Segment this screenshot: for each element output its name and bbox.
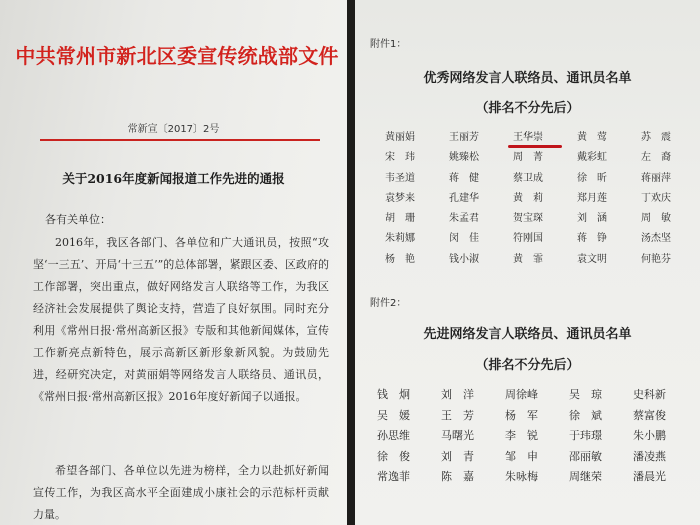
name-cell: 袁文明 bbox=[577, 253, 607, 265]
name-cell: 于玮璟 bbox=[569, 429, 602, 443]
list-1-title: 优秀网络发言人联络员、通讯员名单 bbox=[423, 71, 632, 86]
name-cell: 朱咏梅 bbox=[505, 470, 538, 484]
list-2-names-grid bbox=[369, 386, 689, 489]
name-cell: 潘凌燕 bbox=[633, 449, 666, 463]
name-cell: 韦圣道 bbox=[385, 172, 415, 184]
name-cell: 蒋丽萍 bbox=[641, 172, 671, 184]
name-cell: 常逸菲 bbox=[377, 470, 410, 484]
name-cell: 邵丽敏 bbox=[569, 449, 602, 463]
name-cell: 苏 震 bbox=[641, 132, 671, 143]
name-cell: 黄丽娟 bbox=[385, 132, 415, 143]
name-cell: 杨 军 bbox=[505, 408, 538, 422]
document-header: 中共常州市新北区委宣传统战部文件 bbox=[15, 44, 339, 68]
name-cell: 朱莉娜 bbox=[385, 233, 415, 245]
name-cell: 周 敏 bbox=[641, 213, 671, 225]
name-cell: 周徐峰 bbox=[505, 388, 538, 401]
highlight-underline-mark bbox=[508, 145, 562, 148]
body-paragraph-1: 2016年，我区各部门、各单位和广大通讯员，按照“攻坚‘一三五’、开局‘十三五’”的总体部署，紧跟区委、区政府的工作部署，突出重点，做好网络发言人联络等工作，为我区经济社会发展提供了舆论支持，营造了良好氛围。同时充分利用《常州日报·常州高新区报》专版和其他新闻媒体，宣传工作新亮点新特色，展示高新区新形象新风貌。为鼓励先进，经研究决定，对黄丽娟等网络发言人联络员、通讯员，《常州日报·常州高新区报》2016年度好新闻子以通报。 bbox=[33, 236, 329, 403]
name-cell: 周继荣 bbox=[569, 470, 602, 484]
name-cell: 钱 炯 bbox=[377, 388, 410, 401]
list-1-subtitle: （排名不分先后） bbox=[475, 101, 580, 116]
name-cell: 刘 洋 bbox=[441, 388, 474, 401]
name-cell: 符刚国 bbox=[513, 233, 543, 245]
name-cell: 姚臻松 bbox=[449, 152, 479, 164]
name-cell: 马曙光 bbox=[441, 429, 474, 443]
right-attachment-page bbox=[355, 0, 700, 525]
body-paragraph-2: 希望各部门、各单位以先进为榜样，全力以赴抓好新闻宣传工作，为我区高水平全面建成小康社会的示范标杆贡献力量。 bbox=[33, 464, 329, 521]
name-cell: 黄 霏 bbox=[513, 253, 543, 265]
name-cell: 徐 昕 bbox=[577, 172, 607, 184]
name-cell: 黄 莺 bbox=[577, 132, 607, 143]
name-cell: 袁梦来 bbox=[385, 192, 415, 204]
name-cell: 王丽芳 bbox=[449, 132, 479, 143]
name-cell: 王 芳 bbox=[441, 408, 474, 422]
notice-title: 关于2016年度新闻报道工作先进的通报 bbox=[62, 171, 285, 186]
attachment-1-label: 附件1： bbox=[370, 39, 407, 50]
name-cell: 蔡富俊 bbox=[633, 408, 666, 422]
name-cell: 郑月莲 bbox=[577, 192, 607, 204]
name-cell: 徐 斌 bbox=[569, 408, 602, 422]
name-cell: 蒋 健 bbox=[449, 172, 479, 184]
name-cell: 吴 琼 bbox=[569, 388, 602, 401]
name-cell: 周 菁 bbox=[513, 152, 543, 164]
list-1-names-grid bbox=[377, 128, 697, 270]
name-cell: 宋 玮 bbox=[385, 152, 415, 164]
salutation: 各有关单位： bbox=[45, 213, 111, 226]
name-cell: 邹 申 bbox=[505, 449, 538, 463]
name-cell: 史科新 bbox=[633, 388, 666, 401]
name-cell: 孙思维 bbox=[377, 429, 410, 443]
name-cell: 左 裔 bbox=[641, 152, 671, 164]
name-cell: 朱孟君 bbox=[449, 213, 479, 225]
name-cell: 陈 嘉 bbox=[441, 470, 474, 484]
name-cell: 潘晨光 bbox=[633, 470, 666, 484]
name-cell: 闵 佳 bbox=[449, 233, 479, 245]
name-cell: 王华崇 bbox=[513, 132, 543, 143]
name-cell: 孔建华 bbox=[449, 192, 479, 204]
name-cell: 丁欢庆 bbox=[641, 192, 671, 204]
name-cell: 徐 俊 bbox=[377, 449, 410, 463]
name-cell: 黄 莉 bbox=[513, 192, 543, 204]
document-number: 常新宣〔2017〕2号 bbox=[127, 124, 220, 135]
name-cell: 何艳芬 bbox=[641, 253, 671, 265]
name-cell: 汤杰坚 bbox=[641, 233, 671, 245]
name-cell: 钱小淑 bbox=[449, 253, 479, 265]
red-divider-line bbox=[40, 139, 320, 141]
left-document-page bbox=[0, 0, 347, 525]
attachment-2-label: 附件2： bbox=[370, 298, 407, 309]
name-cell: 胡 珊 bbox=[385, 213, 415, 225]
name-cell: 蔡卫成 bbox=[513, 172, 543, 184]
list-2-subtitle: （排名不分先后） bbox=[475, 358, 580, 373]
name-cell: 蒋 铮 bbox=[577, 233, 607, 245]
name-cell: 吴 媛 bbox=[377, 408, 410, 422]
name-cell: 杨 艳 bbox=[385, 253, 415, 265]
name-cell: 贺宝琛 bbox=[513, 213, 543, 225]
list-2-title: 先进网络发言人联络员、通讯员名单 bbox=[423, 327, 632, 342]
name-cell: 李 锐 bbox=[505, 429, 538, 443]
name-cell: 朱小鹏 bbox=[633, 429, 666, 443]
name-cell: 戴彩虹 bbox=[577, 152, 607, 164]
name-cell: 刘 涵 bbox=[577, 213, 607, 225]
name-cell: 刘 青 bbox=[441, 449, 474, 463]
